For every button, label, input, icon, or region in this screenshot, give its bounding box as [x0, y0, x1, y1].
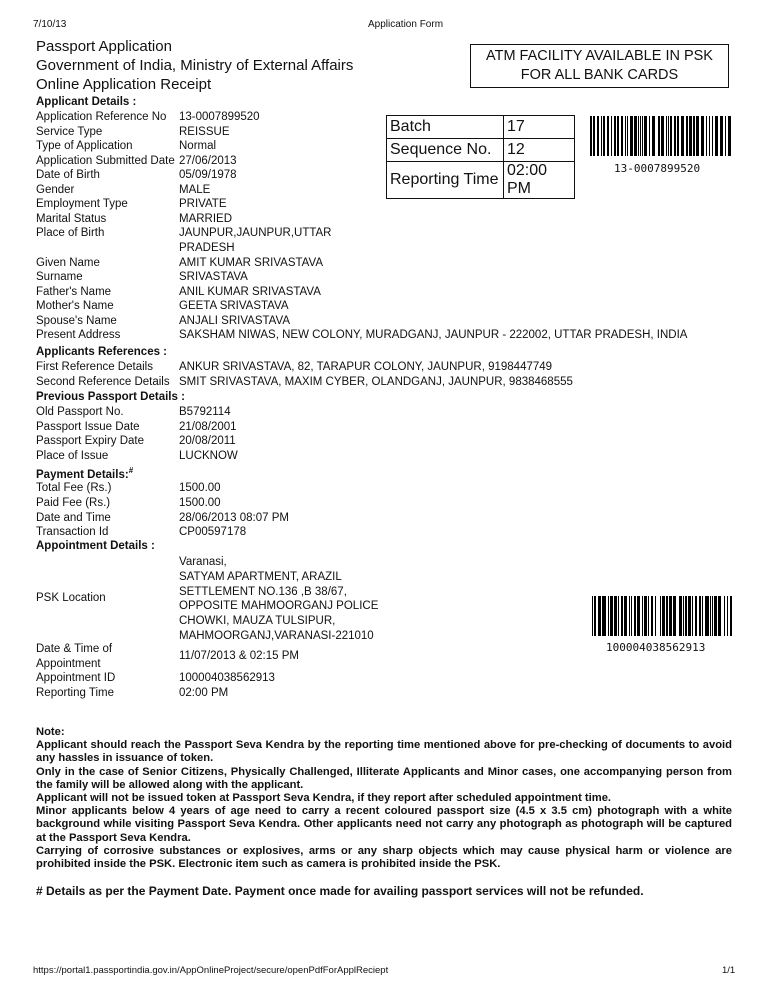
psk-line: Varanasi, [179, 556, 227, 568]
note-section [36, 726, 732, 871]
payment-row [36, 481, 579, 496]
applicant-row [36, 285, 739, 300]
applicant-value: Normal [179, 140, 217, 153]
passport-row [36, 434, 579, 449]
applicant-row [36, 328, 739, 343]
note-heading: Note: [36, 726, 65, 738]
psk-line: SETTLEMENT NO.136 ,B 38/67, [179, 585, 347, 598]
passport-label: Place of Issue [36, 450, 109, 463]
psk-line: OPPOSITE MAHMOORGANJ POLICE [179, 600, 379, 613]
second-reference-label: Second Reference Details [36, 376, 170, 388]
applicant-label: Father's Name [36, 285, 112, 298]
applicant-row [36, 270, 739, 285]
atm-line-2: FOR ALL BANK CARDS [520, 67, 679, 83]
applicant-label: Type of Application [36, 140, 133, 153]
applicant-value: MARRIED [179, 212, 233, 225]
psk-location-label: PSK Location [36, 592, 106, 604]
first-reference-value: ANKUR SRIVASTAVA, 82, TARAPUR COLONY, JAUNPUR, 9198447749 [179, 361, 553, 373]
payment-row [36, 511, 579, 526]
second-reference-value: SMIT SRIVASTAVA, MAXIM CYBER, OLANDGANJ, JAUNPUR, 9838468555 [179, 376, 573, 388]
title-ministry: Government of India, Ministry of External Affairs [36, 57, 354, 74]
applicant-row [36, 314, 739, 329]
reference-barcode-number: 13-0007899520 [614, 162, 701, 175]
applicant-value: 13-0007899520 [179, 111, 260, 123]
psk-line: CHOWKI, MAUZA TULSIPUR, [179, 615, 336, 628]
payment-label: Total Fee (Rs.) [36, 482, 112, 494]
applicant-label: Gender [36, 183, 75, 196]
applicant-value: AMIT KUMAR SRIVASTAVA [179, 256, 323, 269]
applicant-value: 05/09/1978 [179, 169, 237, 182]
passport-value: LUCKNOW [179, 450, 238, 463]
applicant-row [36, 226, 739, 241]
psk-line: MAHMOORGANJ,VARANASI-221010 [179, 629, 374, 642]
passport-row [36, 405, 579, 420]
applicant-value: REISSUE [179, 125, 230, 138]
applicant-label: Application Reference No [36, 111, 167, 123]
applicant-label: Given Name [36, 256, 100, 269]
sequence-label: Sequence No. [387, 139, 504, 162]
applicant-row [36, 299, 739, 314]
applicant-label: Employment Type [36, 198, 128, 211]
applicant-label: Application Submitted Date [36, 154, 175, 167]
note-paragraph: Applicant will not be issued token at Passport Seva Kendra, if they report after scheduled appointment time. [36, 792, 612, 805]
first-reference-label: First Reference Details [36, 361, 153, 373]
appointment-datetime-label-2: Appointment [36, 658, 101, 670]
reporting-time-label: Reporting Time [387, 162, 504, 199]
payment-value: 1500.00 [179, 482, 221, 494]
passport-label: Passport Expiry Date [36, 435, 145, 448]
passport-label: Old Passport No. [36, 406, 124, 418]
appointment-reporting-row [36, 686, 579, 701]
appointment-reporting-label: Reporting Time [36, 687, 114, 699]
applicant-row [36, 256, 739, 271]
passport-row [36, 420, 579, 435]
psk-location-value [179, 555, 378, 644]
appointment-barcode [592, 596, 734, 636]
passport-value: B5792114 [179, 406, 231, 418]
first-reference-row [36, 360, 739, 375]
applicant-label: Surname [36, 271, 83, 284]
applicant-row [36, 154, 739, 169]
applicant-value: PRIVATE [179, 198, 227, 211]
payment-heading-text: Payment Details: [36, 468, 129, 481]
passport-row [36, 449, 579, 464]
applicant-value: ANIL KUMAR SRIVASTAVA [179, 285, 321, 298]
note-paragraph: Applicant should reach the Passport Seva Kendra by the reporting time mentioned above for pre-checking of documents to avoid any hassles in issuance of token. [36, 739, 732, 765]
applicant-label: Present Address [36, 329, 121, 342]
payment-heading-sup: # [128, 466, 134, 475]
applicant-row [36, 125, 739, 140]
sequence-value: 12 [504, 139, 575, 162]
passport-value: 21/08/2001 [179, 420, 237, 433]
payment-details-heading [36, 466, 133, 481]
batch-label: Batch [387, 116, 504, 139]
payment-row [36, 496, 579, 511]
applicant-value: 27/06/2013 [179, 154, 237, 167]
psk-location-label-row [36, 591, 179, 606]
previous-passport-heading: Previous Passport Details : [36, 391, 185, 403]
atm-facility-box [470, 44, 729, 88]
footer-url: https://portal1.passportindia.gov.in/AppOnlineProject/secure/openPdfForApplReciept [33, 965, 389, 976]
applicant-value: JAUNPUR,JAUNPUR,UTTAR [179, 227, 332, 240]
appointment-datetime-label [36, 642, 112, 672]
applicant-row [36, 110, 739, 125]
footer-page-number: 1/1 [722, 965, 736, 976]
applicant-row [36, 212, 739, 227]
appointment-barcode-number: 100004038562913 [606, 641, 706, 654]
payment-label: Transaction Id [36, 526, 109, 539]
payment-label: Date and Time [36, 511, 111, 524]
appointment-datetime-label-1: Date & Time of [36, 643, 113, 655]
payment-value: 1500.00 [179, 496, 221, 509]
batch-value: 17 [504, 116, 575, 139]
atm-line-1: ATM FACILITY AVAILABLE IN PSK [486, 48, 713, 64]
note-paragraph: Only in the case of Senior Citizens, Physically Challenged, Illiterate Applicants and Minor cases, one accompanying person from the family will be allowed along with the applicant. [36, 765, 732, 791]
payment-row [36, 525, 579, 540]
applicant-details-heading: Applicant Details : [36, 96, 137, 108]
references-heading: Applicants References : [36, 346, 168, 358]
applicant-value: SRIVASTAVA [179, 271, 248, 284]
appointment-id-row [36, 671, 579, 686]
passport-label: Passport Issue Date [36, 420, 140, 433]
print-title: Application Form [368, 19, 444, 30]
passport-value: 20/08/2011 [179, 435, 236, 448]
payment-footnote: # Details as per the Payment Date. Payment once made for availing passport services will not be refunded. [36, 884, 644, 898]
applicant-value: SAKSHAM NIWAS, NEW COLONY, MURADGANJ, JAUNPUR - 222002, UTTAR PRADESH, INDIA [179, 329, 688, 342]
note-paragraph: Minor applicants below 4 years of age need to carry a recent coloured passport size (4.5 x 3.5 cm) photograph with a white background while visiting Passport Seva Kendra. Other applicants need not carry any photograph as photograph will be captured at the Passport Seva Kendra. [36, 805, 732, 844]
applicant-label: Spouse's Name [36, 314, 117, 327]
appointment-id-label: Appointment ID [36, 672, 116, 684]
applicant-label: Date of Birth [36, 169, 100, 182]
applicant-row [36, 168, 739, 183]
title-receipt: Online Application Receipt [36, 76, 212, 93]
applicant-value: PRADESH [179, 241, 235, 254]
applicant-label [36, 241, 179, 256]
title-passport-application: Passport Application [36, 38, 172, 55]
applicant-value: ANJALI SRIVASTAVA [179, 314, 290, 327]
applicant-row [36, 183, 739, 198]
print-date: 7/10/13 [33, 19, 67, 30]
applicant-label: Marital Status [36, 212, 107, 225]
applicant-value: MALE [179, 183, 211, 196]
appointment-id-value: 100004038562913 [179, 672, 275, 684]
payment-value: 28/06/2013 08:07 PM [179, 511, 289, 524]
psk-line: SATYAM APARTMENT, ARAZIL [179, 570, 342, 583]
applicant-row [36, 241, 739, 256]
reporting-time-value: 02:00 PM [504, 162, 575, 199]
payment-label: Paid Fee (Rs.) [36, 496, 111, 509]
applicant-value: GEETA SRIVASTAVA [179, 300, 289, 313]
applicant-label: Service Type [36, 125, 103, 138]
applicant-row [36, 139, 739, 154]
applicant-label: Mother's Name [36, 300, 114, 313]
applicant-row [36, 197, 739, 212]
appointment-reporting-value: 02:00 PM [179, 687, 229, 699]
appointment-details-heading: Appointment Details : [36, 540, 155, 552]
second-reference-row [36, 375, 739, 390]
payment-value: CP00597178 [179, 526, 247, 539]
note-paragraph: Carrying of corrosive substances or explosives, arms or any sharp objects which may cause physical harm or violence are prohibited inside the PSK. Electronic item such as camera is prohibited inside the PSK. [36, 844, 732, 871]
appointment-datetime-value: 11/07/2013 & 02:15 PM [179, 650, 299, 662]
applicant-label: Place of Birth [36, 227, 105, 240]
